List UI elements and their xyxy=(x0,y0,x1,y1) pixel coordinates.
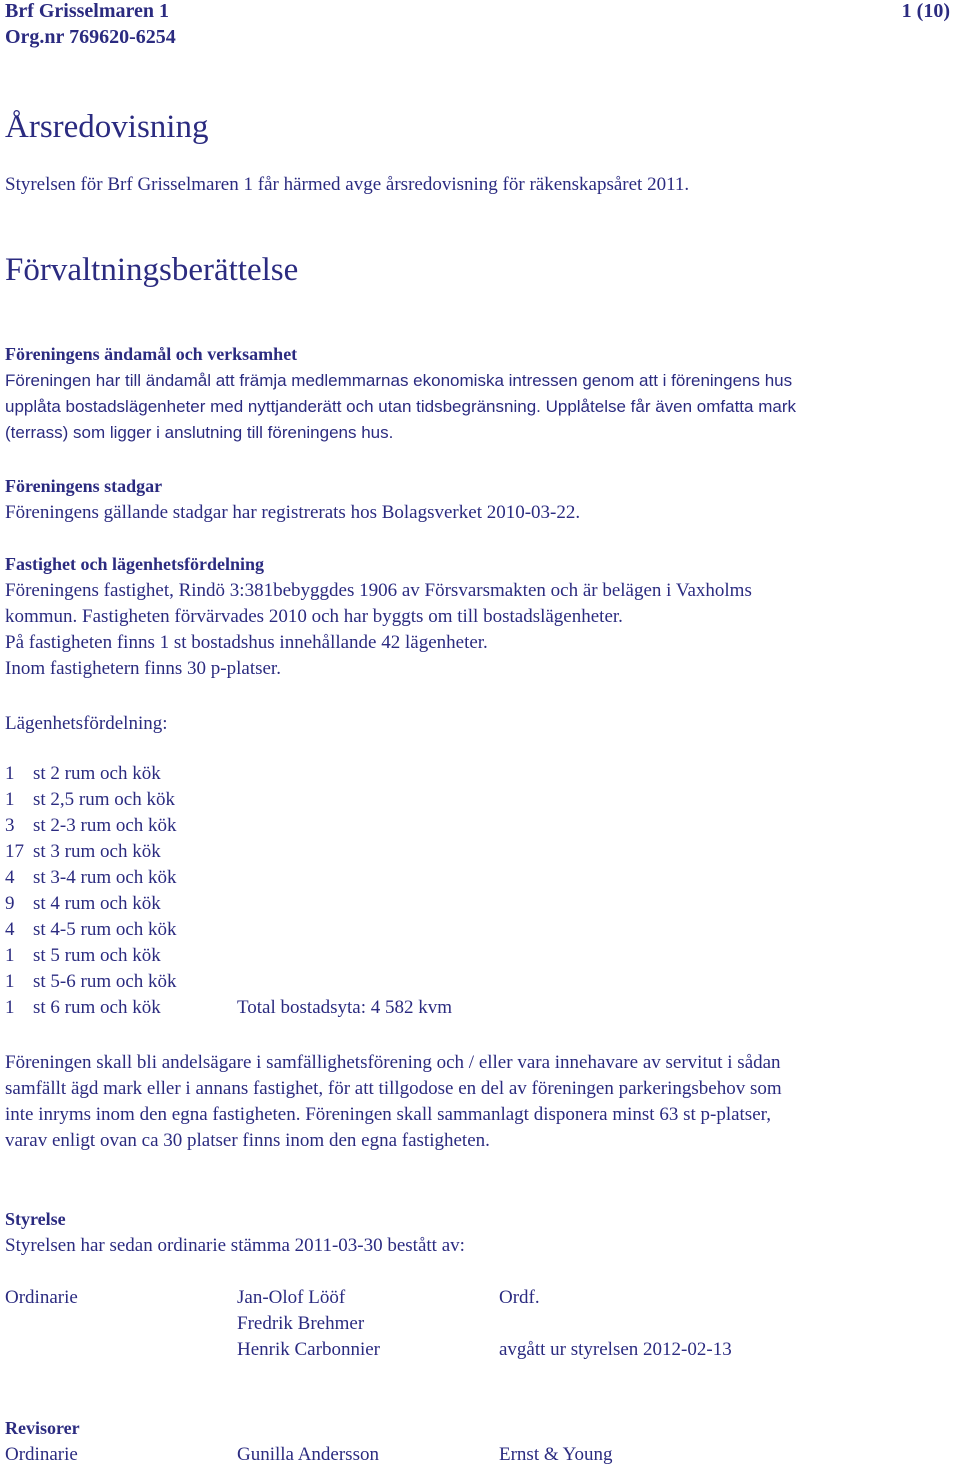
list-item xyxy=(5,761,177,787)
property-heading: Fastighet och lägenhetsfördelning xyxy=(5,554,264,574)
board-member-note: avgått ur styrelsen 2012-02-13 xyxy=(499,1339,732,1360)
purpose-text xyxy=(5,368,796,446)
apt-count: 1 xyxy=(5,789,15,810)
apt-count: 1 xyxy=(5,945,15,966)
list-item xyxy=(5,787,177,813)
page-number: 1 (10) xyxy=(901,0,950,22)
parking-line: inte inryms inom den egna fastigheten. Föreningen skall sammanlagt disponera minst 63 st p-platser, xyxy=(5,1104,771,1125)
apt-count: 4 xyxy=(5,919,15,940)
apt-desc: st 5-6 rum och kök xyxy=(33,971,177,992)
distribution-label: Lägenhetsfördelning: xyxy=(5,713,168,734)
auditor-role-label: Ordinarie xyxy=(5,1444,78,1465)
board-heading: Styrelse xyxy=(5,1209,66,1229)
apt-count: 4 xyxy=(5,867,15,888)
board-member-name: Jan-Olof Lööf xyxy=(237,1287,346,1308)
company-name: Brf Grisselmaren 1 xyxy=(5,0,170,22)
auditors-heading: Revisorer xyxy=(5,1418,80,1438)
board-role-label: Ordinarie xyxy=(5,1287,78,1308)
apt-count: 17 xyxy=(5,841,24,862)
list-item xyxy=(5,891,177,917)
total-area: Total bostadsyta: 4 582 kvm xyxy=(237,997,453,1018)
list-item xyxy=(5,917,177,943)
board-text: Styrelsen har sedan ordinarie stämma 2011-03-30 bestått av: xyxy=(5,1235,465,1256)
property-line: Inom fastighetern finns 30 p-platser. xyxy=(5,658,281,679)
list-item xyxy=(5,969,177,995)
purpose-heading: Föreningens ändamål och verksamhet xyxy=(5,344,298,364)
intro-text: Styrelsen för Brf Grisselmaren 1 får härmed avge årsredovisning för räkenskapsåret 2011. xyxy=(5,174,690,195)
apt-desc: st 4-5 rum och kök xyxy=(33,919,177,940)
apt-desc: st 5 rum och kök xyxy=(33,945,161,966)
statutes-heading: Föreningens stadgar xyxy=(5,476,163,496)
apt-desc: st 4 rum och kök xyxy=(33,893,161,914)
document-title: Årsredovisning xyxy=(5,109,209,145)
apt-count: 1 xyxy=(5,997,15,1018)
auditor-firm: Ernst & Young xyxy=(499,1444,613,1465)
apt-desc: st 2,5 rum och kök xyxy=(33,789,175,810)
org-number: Org.nr 769620-6254 xyxy=(5,26,176,48)
apartment-list xyxy=(5,761,177,1021)
purpose-line: (terrass) som ligger i anslutning till föreningens hus. xyxy=(5,423,394,442)
apt-count: 3 xyxy=(5,815,15,836)
apt-count: 1 xyxy=(5,971,15,992)
purpose-line: Föreningen har till ändamål att främja medlemmarnas ekonomiska intressen genom att i föreningens hus xyxy=(5,371,793,390)
parking-line: samfällt ägd mark eller i annans fastighet, för att tillgodose en del av föreningen parkeringsbehov som xyxy=(5,1078,782,1099)
property-line: På fastigheten finns 1 st bostadshus innehållande 42 lägenheter. xyxy=(5,632,488,653)
property-line: kommun. Fastigheten förvärvades 2010 och har byggts om till bostadslägenheter. xyxy=(5,606,623,627)
apt-desc: st 2-3 rum och kök xyxy=(33,815,177,836)
property-line: Föreningens fastighet, Rindö 3:381bebyggdes 1906 av Försvarsmakten och är belägen i Vaxholms xyxy=(5,580,752,601)
parking-line: varav enligt ovan ca 30 platser finns inom den egna fastigheten. xyxy=(5,1130,490,1151)
purpose-line: upplåta bostadslägenheter med nyttjanderätt och utan tidsbegränsning. Upplåtelse får även omfatta mark xyxy=(5,397,796,416)
board-member-name: Fredrik Brehmer xyxy=(237,1313,365,1334)
auditor-name: Gunilla Andersson xyxy=(237,1444,379,1465)
list-item xyxy=(5,943,177,969)
list-item xyxy=(5,813,177,839)
property-text xyxy=(5,578,752,682)
apt-desc: st 2 rum och kök xyxy=(33,763,161,784)
apt-desc: st 6 rum och kök xyxy=(33,997,161,1018)
parking-text xyxy=(5,1050,782,1154)
management-report-title: Förvaltningsberättelse xyxy=(5,252,299,288)
list-item xyxy=(5,839,177,865)
list-item xyxy=(5,995,177,1021)
list-item xyxy=(5,865,177,891)
parking-line: Föreningen skall bli andelsägare i samfällighetsförening och / eller vara innehavare av servitut i sådan xyxy=(5,1052,781,1073)
board-member-note: Ordf. xyxy=(499,1287,540,1308)
apt-count: 1 xyxy=(5,763,15,784)
apt-desc: st 3-4 rum och kök xyxy=(33,867,177,888)
apt-desc: st 3 rum och kök xyxy=(33,841,161,862)
apt-count: 9 xyxy=(5,893,15,914)
board-member-name: Henrik Carbonnier xyxy=(237,1339,380,1360)
statutes-text: Föreningens gällande stadgar har registrerats hos Bolagsverket 2010-03-22. xyxy=(5,502,581,523)
